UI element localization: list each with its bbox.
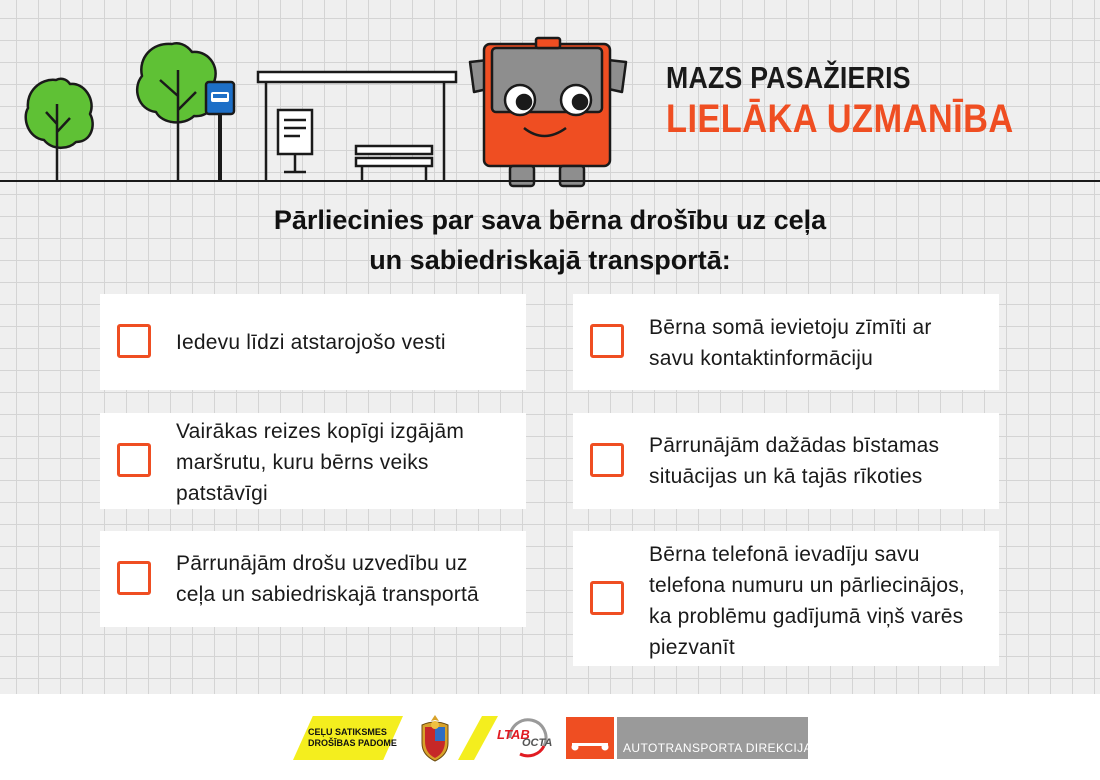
text-line: ceļa un sabiedriskajā transportā <box>176 583 479 606</box>
text-line: savu kontaktinformāciju <box>649 347 874 370</box>
text-line: Bērna somā ievietoju zīmīti ar <box>649 316 932 339</box>
text-line: Pārrunājām drošu uzvedību uz <box>176 552 468 575</box>
checklist-item-text <box>176 416 464 509</box>
text-line: Iedevu līdzi atstarojošo vesti <box>176 331 446 354</box>
text-line: Vairākas reizes kopīgi izgājām <box>176 420 465 443</box>
checklist-item <box>100 294 526 390</box>
checkbox[interactable] <box>117 561 151 595</box>
checklist-item <box>100 531 526 627</box>
text-line: piezvanīt <box>649 636 735 659</box>
headline-line-1: MAZS PASAŽIERIS <box>666 60 911 95</box>
checklist-item <box>100 413 526 509</box>
campaign-headline <box>666 60 1070 142</box>
bus-mascot-icon <box>470 38 626 186</box>
checkbox[interactable] <box>590 581 624 615</box>
text-line: ka problēmu gadījumā viņš varēs <box>649 605 964 628</box>
checklist-item-text <box>649 430 939 492</box>
csdd-logo-text <box>308 727 397 749</box>
checklist-intro <box>0 200 1100 280</box>
text-line: situācijas un kā tajās rīkoties <box>649 465 923 488</box>
atd-logo-text: AUTOTRANSPORTA DIREKCIJA <box>617 717 808 759</box>
ltab-logo-text: LTAB <box>497 727 530 742</box>
csdd-line-1: CEĻU SATIKSMES <box>308 727 387 737</box>
checkbox[interactable] <box>117 443 151 477</box>
bus-stop-sign-icon <box>206 82 234 180</box>
text-line: Bērna telefonā ievadīju savu <box>649 543 920 566</box>
text-line: patstāvīgi <box>176 482 268 505</box>
text-line: Pārrunājām dažādas bīstamas <box>649 434 940 457</box>
coat-of-arms-icon <box>416 713 454 763</box>
checklist-item <box>573 294 999 390</box>
ground-line <box>0 180 1100 182</box>
tree-icon <box>137 43 215 180</box>
checkbox[interactable] <box>590 443 624 477</box>
checkbox[interactable] <box>117 324 151 358</box>
csdd-line-2: DROŠĪBAS PADOME <box>308 738 397 748</box>
tree-icon <box>26 79 93 180</box>
text-line: telefona numuru un pārliecinājos, <box>649 574 965 597</box>
checklist-item <box>573 413 999 509</box>
checklist-item-text <box>176 548 479 610</box>
checkbox[interactable] <box>590 324 624 358</box>
checklist-item-text <box>176 327 446 358</box>
atd-logo-mark <box>566 717 614 759</box>
checklist-item <box>573 531 999 666</box>
headline-line-2: LIELĀKA UZMANĪBA <box>666 97 1014 141</box>
octa-logo-text: OCTA <box>522 737 553 749</box>
intro-line-1: Pārliecinies par sava bērna drošību uz ceļa <box>273 205 827 235</box>
checklist-item-text <box>649 312 932 374</box>
bus-wheels-icon <box>566 717 614 759</box>
checklist-item-text <box>649 539 965 663</box>
text-line: maršrutu, kuru bērns veiks <box>176 451 429 474</box>
bus-shelter-icon <box>258 72 456 180</box>
intro-line-2: un sabiedriskajā transportā: <box>369 245 731 275</box>
